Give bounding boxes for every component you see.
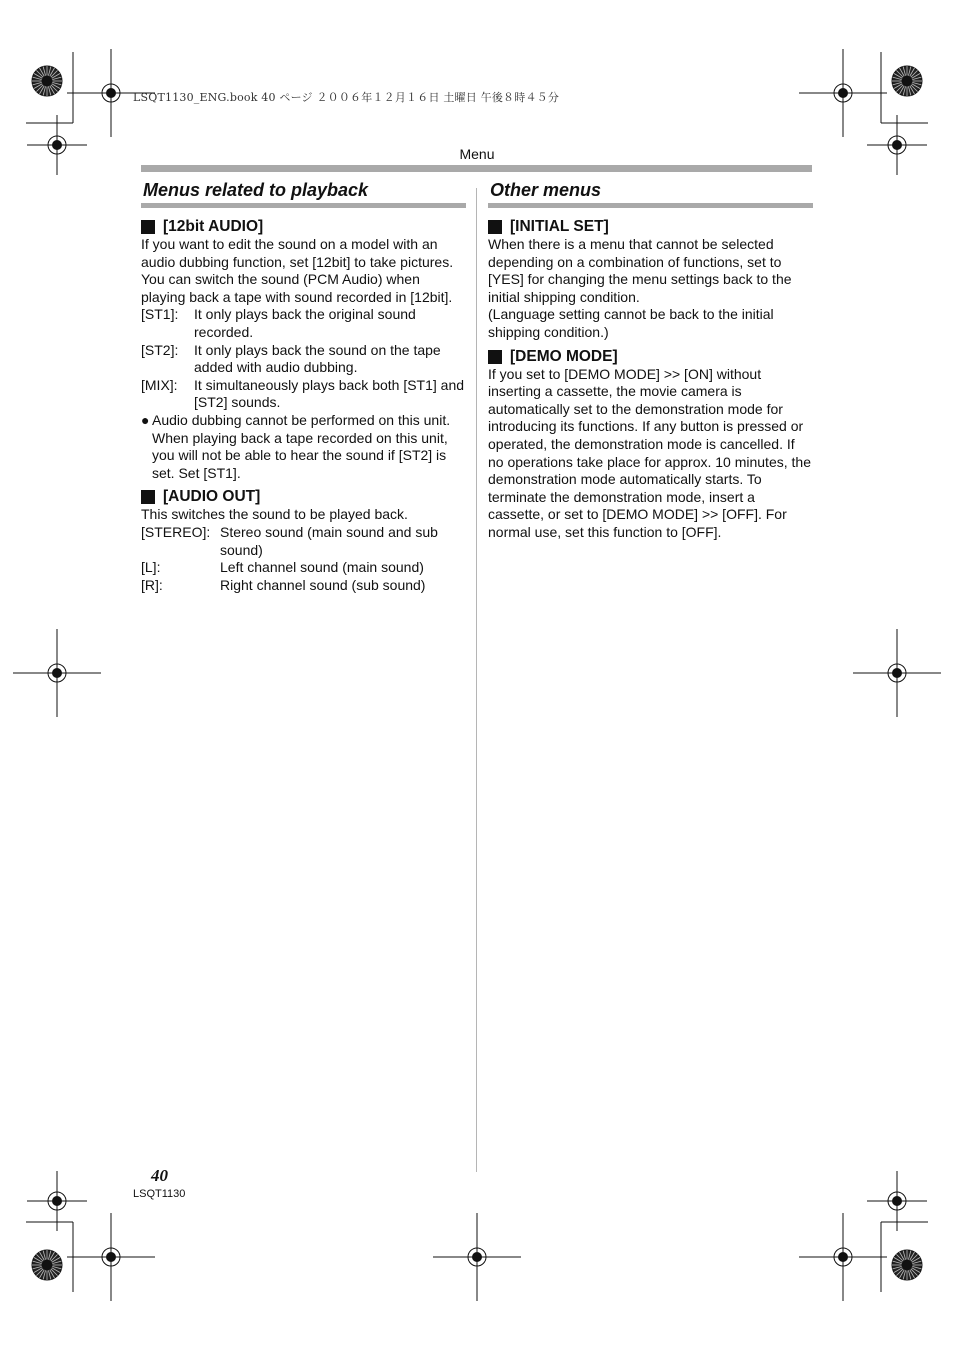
bullet-dot-icon: ● xyxy=(141,411,150,428)
definition-term: [ST2]: xyxy=(141,341,179,358)
definition-desc: It simultaneously plays back both [ST1] and [ST2] sounds. xyxy=(194,376,465,411)
definition-desc: Left channel sound (main sound) xyxy=(220,559,424,576)
page-number: 40 xyxy=(151,1166,168,1185)
definition-term: [L]: xyxy=(141,559,161,576)
starburst-center xyxy=(902,1260,912,1270)
square-bullet-icon xyxy=(141,490,155,504)
definition-desc: Stereo sound (main sound and sub sound) xyxy=(220,523,438,558)
definition-row xyxy=(141,524,466,559)
print-info-line: LSQT1130_ENG.book 40 ページ ２００６年１２月１６日 土曜日 午後８時４５分 xyxy=(133,91,560,104)
item-audio-out xyxy=(141,488,466,594)
square-bullet-icon xyxy=(488,350,502,364)
column-divider xyxy=(476,188,477,1172)
item-initial-set xyxy=(488,218,813,342)
starburst-center xyxy=(42,1260,52,1270)
section-rule xyxy=(141,203,466,208)
section-rule xyxy=(488,203,813,208)
definition-row xyxy=(141,306,466,341)
header-divider-bar xyxy=(141,165,812,172)
paragraph: You can switch the sound (PCM Audio) when playing back a tape with sound recorded in [12bit]. xyxy=(141,271,453,305)
item-demo-mode xyxy=(488,348,813,542)
definition-row xyxy=(141,377,466,412)
item-12bit-audio xyxy=(141,218,466,482)
note-bullet xyxy=(141,412,466,482)
definition-desc: Right channel sound (sub sound) xyxy=(220,576,426,593)
item-heading: [DEMO MODE] xyxy=(510,347,618,365)
section-title-other: Other menus xyxy=(490,180,602,200)
definition-row xyxy=(141,577,466,595)
page-header-label: Menu xyxy=(459,146,495,162)
left-column xyxy=(141,178,466,594)
definition-term: [ST1]: xyxy=(141,306,179,323)
paragraph: This switches the sound to be played back. xyxy=(141,506,408,523)
paragraph: When there is a menu that cannot be selected depending on a combination of functions, set to [YES] for changing the menu settings back to the initial shipping condition. xyxy=(488,236,792,305)
model-code: LSQT1130 xyxy=(133,1188,186,1200)
starburst-center xyxy=(42,76,52,86)
definition-list xyxy=(141,524,466,594)
paragraph: If you want to edit the sound on a model with an audio dubbing function, set [12bit] to take pictures. xyxy=(141,236,454,270)
note-text: Audio dubbing cannot be performed on this unit. When playing back a tape recorded on this unit, you will not be able to hear the sound if [ST2] is set. Set [ST1]. xyxy=(152,411,451,481)
item-heading: [12bit AUDIO] xyxy=(163,218,264,235)
item-heading: [AUDIO OUT] xyxy=(163,488,261,506)
paragraph: (Language setting cannot be back to the initial shipping condition.) xyxy=(488,306,774,340)
definition-term: [STEREO]: xyxy=(141,523,211,540)
definition-row xyxy=(141,559,466,577)
right-column xyxy=(488,178,813,542)
definition-term: [R]: xyxy=(141,576,163,593)
starburst-center xyxy=(902,76,912,86)
definition-term: [MIX]: xyxy=(141,376,178,393)
definition-desc: It only plays back the original sound recorded. xyxy=(194,306,416,340)
definition-desc: It only plays back the sound on the tape added with audio dubbing. xyxy=(194,341,441,376)
definition-list xyxy=(141,306,466,412)
square-bullet-icon xyxy=(488,220,502,234)
square-bullet-icon xyxy=(141,220,155,234)
definition-row xyxy=(141,342,466,377)
paragraph: If you set to [DEMO MODE] >> [ON] without inserting a cassette, the movie camera is automatically set to the demonstration mode for introducing its functions. If any button is pressed or operated, the demonstration mode is cancelled. If no operations take place for approx. 10 minutes, the demonstration mode automatically starts. To terminate the demonstration mode, insert a cassette, or set to [DEMO MODE] >> [OFF]. For normal use, set this function to [OFF]. xyxy=(488,365,811,540)
section-title-playback: Menus related to playback xyxy=(143,180,369,200)
item-heading: [INITIAL SET] xyxy=(510,218,609,235)
